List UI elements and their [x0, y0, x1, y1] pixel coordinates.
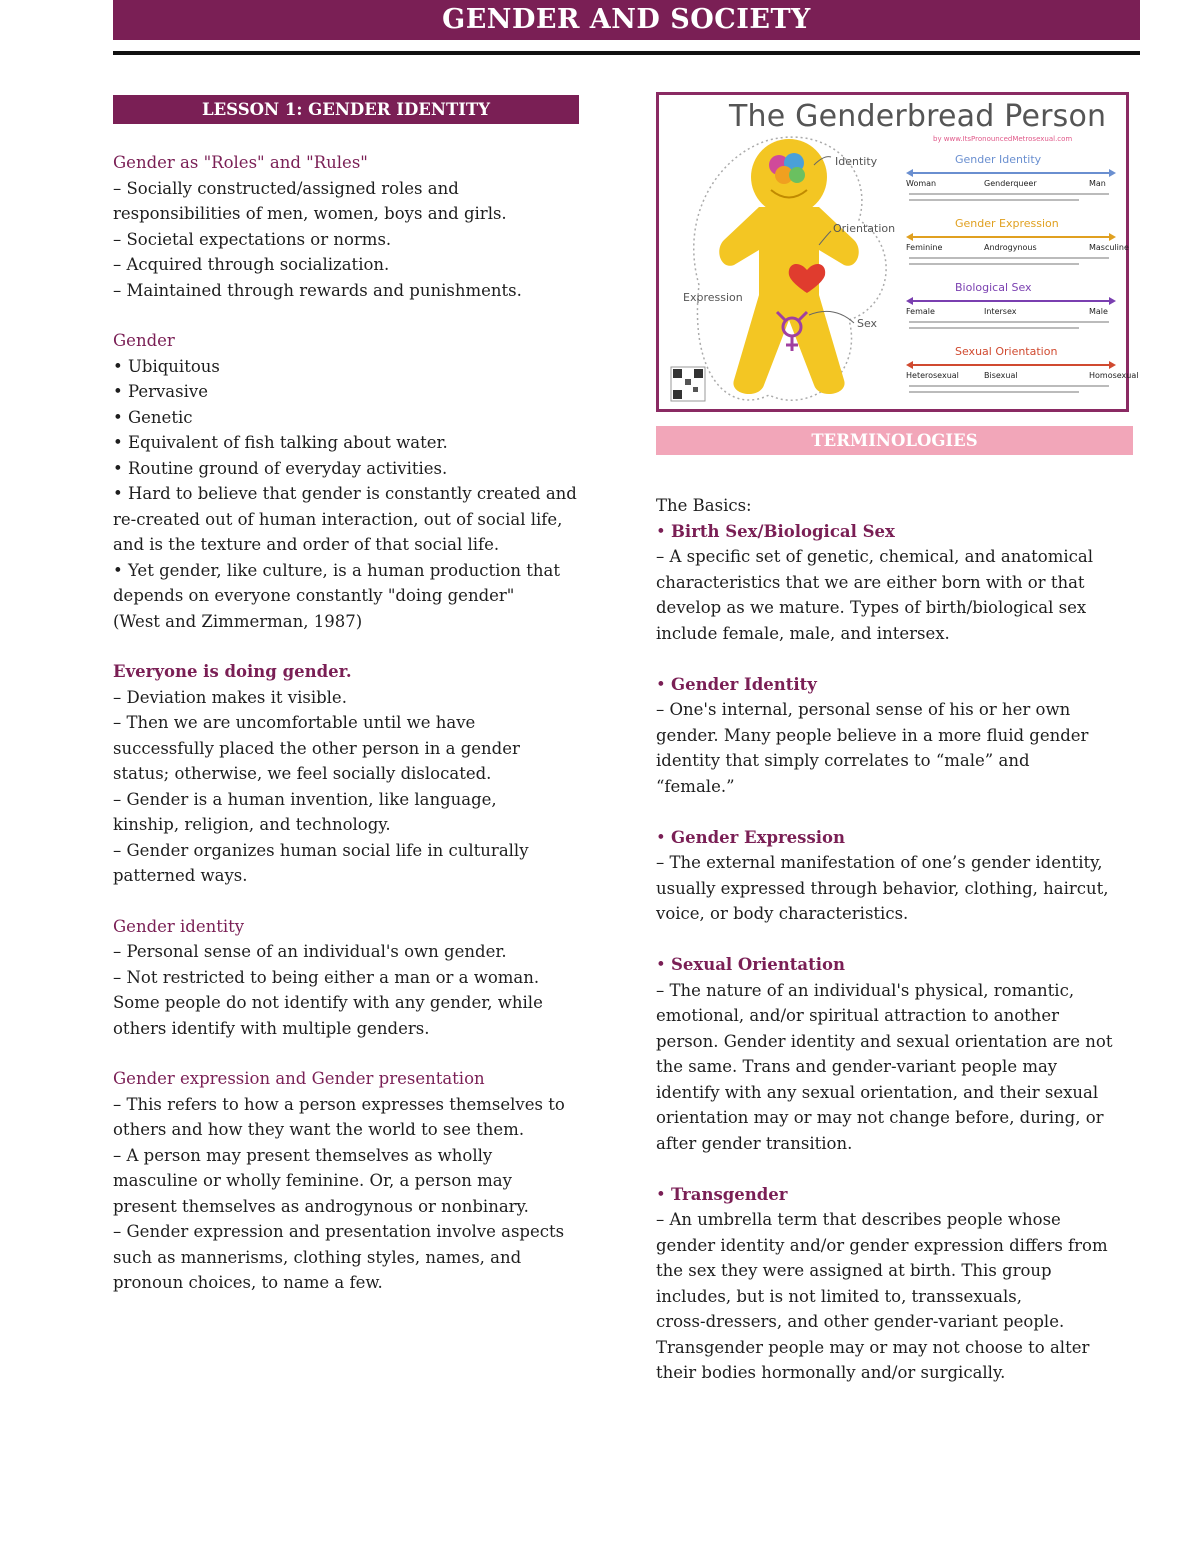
term-title: [656, 519, 1134, 545]
section-line: – Not restricted to being either a man or a woman.: [113, 967, 540, 987]
section-line: re-created out of human interaction, out of social life,: [113, 509, 563, 529]
term-line: develop as we mature. Types of birth/biological sex: [656, 598, 1087, 617]
section-line: (West and Zimmerman, 1987): [113, 611, 363, 631]
term-title-text: Gender Identity: [670, 674, 817, 694]
left-section: [113, 659, 583, 889]
section-line: kinship, religion, and technology.: [113, 815, 391, 834]
section-line: patterned ways.: [113, 866, 248, 885]
right-column: [656, 92, 1139, 1386]
spectrum-title: Sexual Orientation: [955, 345, 1058, 358]
section-line: • Routine ground of everyday activities.: [113, 458, 448, 478]
bullet-icon: •: [656, 827, 671, 847]
lesson-title: LESSON 1: GENDER IDENTITY: [113, 95, 579, 124]
section-line: • Ubiquitous: [113, 356, 220, 376]
section-line: • Equivalent of fish talking about water.: [113, 433, 448, 452]
spectrum-fine-print: [909, 321, 1109, 323]
section-line: present themselves as androgynous or nonbinary.: [113, 1196, 529, 1216]
spectrum-end-left: Female: [906, 307, 935, 316]
spectrum-fine-print: [909, 385, 1109, 387]
term-line: orientation may or may not change before, during, or: [656, 1108, 1104, 1127]
basics-label: The Basics:: [656, 496, 752, 515]
term-line: – An umbrella term that describes people whose: [656, 1210, 1061, 1229]
term-line: emotional, and/or spiritual attraction to another: [656, 1006, 1060, 1025]
left-section: [113, 328, 583, 634]
term-line: – A specific set of genetic, chemical, and anatomical: [656, 547, 1094, 566]
spectrum-title: Gender Identity: [955, 153, 1042, 166]
left-section: [113, 150, 583, 303]
section-line: such as mannerisms, clothing styles, names, and: [113, 1247, 522, 1267]
section-line: successfully placed the other person in a gender: [113, 738, 520, 758]
term-line: “female.”: [656, 776, 735, 796]
section-heading: Gender identity: [113, 916, 245, 936]
term-title: [656, 672, 1134, 698]
term-line: voice, or body characteristics.: [656, 904, 909, 923]
spectrum-end-left: Feminine: [906, 243, 943, 252]
terms-list: [656, 519, 1134, 1386]
bullet-icon: •: [656, 521, 671, 541]
section-heading: Everyone is doing gender.: [113, 662, 352, 681]
term-line: their bodies hormonally and/or surgically.: [656, 1363, 1006, 1382]
term-line: gender identity and/or gender expression differs from: [656, 1235, 1108, 1255]
section-line: – Deviation makes it visible.: [113, 687, 347, 707]
term-line: identity that simply correlates to “male” and: [656, 751, 1030, 770]
spectrum-end-left: Heterosexual: [906, 371, 959, 380]
bullet-icon: •: [656, 955, 671, 974]
section-line: • Pervasive: [113, 382, 208, 401]
section-line: and is the texture and order of that social life.: [113, 535, 500, 554]
spectrum-fine-print: [909, 199, 1079, 201]
spectrum-arrow: [906, 232, 1116, 242]
term-title: [656, 825, 1134, 851]
figure-subtitle: by www.ItsPronouncedMetrosexual.com: [933, 135, 1073, 143]
term-line: usually expressed through behavior, clothing, haircut,: [656, 878, 1109, 898]
section-line: Some people do not identify with any gender, while: [113, 993, 543, 1012]
term: [656, 1182, 1134, 1386]
term-title-text: Gender Expression: [670, 827, 846, 847]
term-line: the sex they were assigned at birth. This group: [656, 1261, 1052, 1280]
sex-label: Sex: [857, 317, 878, 330]
spectrum-title: Gender Expression: [955, 217, 1059, 230]
spectrum-arrow: [906, 168, 1116, 178]
section-heading: Gender as "Roles" and "Rules": [113, 153, 368, 172]
term-title-text: Birth Sex/Biological Sex: [670, 521, 895, 541]
term-line: includes, but is not limited to, transsexuals,: [656, 1286, 1022, 1306]
spectrum-end-mid: Androgynous: [984, 243, 1037, 252]
spectrum-end-right: Male: [1089, 307, 1108, 316]
spectrum-fine-print: [909, 327, 1079, 329]
section-line: • Hard to believe that gender is constantly created and: [113, 484, 577, 503]
section-line: others and how they want the world to see them.: [113, 1120, 525, 1139]
term-title: [656, 952, 1134, 978]
section-line: status; otherwise, we feel socially dislocated.: [113, 764, 492, 783]
spectrum-end-right: Masculine: [1089, 243, 1129, 252]
section-line: – Personal sense of an individual's own gender.: [113, 942, 507, 961]
left-column: [113, 95, 583, 1296]
term-title-text: Sexual Orientation: [670, 955, 845, 974]
section-line: • Genetic: [113, 407, 193, 427]
section-line: masculine or wholly feminine. Or, a person may: [113, 1171, 512, 1190]
term: [656, 825, 1134, 927]
left-section: [113, 914, 583, 1042]
spectrum-arrow: [906, 296, 1116, 306]
section-heading: Gender expression and Gender presentation: [113, 1069, 485, 1088]
section-line: – Maintained through rewards and punishments.: [113, 280, 522, 300]
term-line: identify with any sexual orientation, and their sexual: [656, 1082, 1099, 1102]
section-heading: Gender: [113, 331, 175, 350]
section-line: – Acquired through socialization.: [113, 255, 390, 274]
section-line: responsibilities of men, women, boys and girls.: [113, 204, 507, 223]
spectrum-end-right: Homosexual: [1089, 371, 1139, 380]
section-line: others identify with multiple genders.: [113, 1018, 430, 1038]
section-line: – Societal expectations or norms.: [113, 229, 392, 249]
qr-code-icon: [671, 367, 705, 401]
spectrum-fine-print: [909, 263, 1079, 265]
orientation-label: Orientation: [833, 222, 896, 235]
spectrum-title: Biological Sex: [955, 281, 1032, 294]
term-title: [656, 1182, 1134, 1208]
section-line: pronoun choices, to name a few.: [113, 1273, 383, 1292]
section-line: – Then we are uncomfortable until we have: [113, 713, 476, 732]
spectrum-end-mid: Intersex: [984, 307, 1017, 316]
term-line: – One's internal, personal sense of his or her own: [656, 700, 1071, 719]
term-line: – The nature of an individual's physical, romantic,: [656, 980, 1075, 1000]
term: [656, 672, 1134, 800]
section-line: – Gender organizes human social life in culturally: [113, 840, 529, 860]
term-line: gender. Many people believe in a more fluid gender: [656, 725, 1089, 745]
term: [656, 519, 1134, 647]
spectrum-fine-print: [909, 257, 1109, 259]
bullet-icon: •: [656, 1184, 671, 1204]
spectrum-arrow: [906, 360, 1116, 370]
spectrum-fine-print: [909, 193, 1109, 195]
section-line: – Gender is a human invention, like language,: [113, 789, 497, 809]
spectrum-end-mid: Bisexual: [984, 371, 1018, 380]
genderbread-figure: [656, 92, 1139, 412]
left-section: [113, 1066, 583, 1296]
page-title: GENDER AND SOCIETY: [113, 0, 1140, 40]
term-line: characteristics that we are either born with or that: [656, 572, 1085, 592]
term-line: – The external manifestation of one’s gender identity,: [656, 853, 1103, 872]
section-line: – Gender expression and presentation involve aspects: [113, 1222, 565, 1241]
term-line: person. Gender identity and sexual orientation are not: [656, 1031, 1113, 1051]
term-line: include female, male, and intersex.: [656, 623, 950, 643]
bullet-icon: •: [656, 674, 671, 694]
expression-label: Expression: [683, 291, 743, 304]
identity-label: Identity: [835, 155, 878, 168]
section-line: – Socially constructed/assigned roles and: [113, 178, 459, 198]
spectrum-end-left: Woman: [906, 179, 937, 188]
section-line: • Yet gender, like culture, is a human production that: [113, 560, 560, 580]
term-line: cross-dressers, and other gender-variant people.: [656, 1312, 1065, 1331]
spectrum-end-mid: Genderqueer: [984, 179, 1037, 188]
term-line: the same. Trans and gender-variant people may: [656, 1057, 1058, 1076]
spectrum-fine-print: [909, 391, 1079, 393]
term: [656, 952, 1134, 1156]
spectrum-end-right: Man: [1089, 179, 1106, 188]
section-line: depends on everyone constantly "doing gender": [113, 586, 515, 605]
title-divider: [113, 51, 1140, 55]
term-line: after gender transition.: [656, 1133, 853, 1153]
terminologies-title: TERMINOLOGIES: [656, 426, 1133, 455]
term-line: Transgender people may or may not choose to alter: [656, 1337, 1090, 1357]
left-sections: [113, 150, 583, 1296]
term-title-text: Transgender: [670, 1184, 788, 1204]
section-line: – A person may present themselves as wholly: [113, 1145, 493, 1165]
section-line: – This refers to how a person expresses themselves to: [113, 1094, 565, 1114]
figure-title: The Genderbread Person: [729, 99, 1107, 134]
